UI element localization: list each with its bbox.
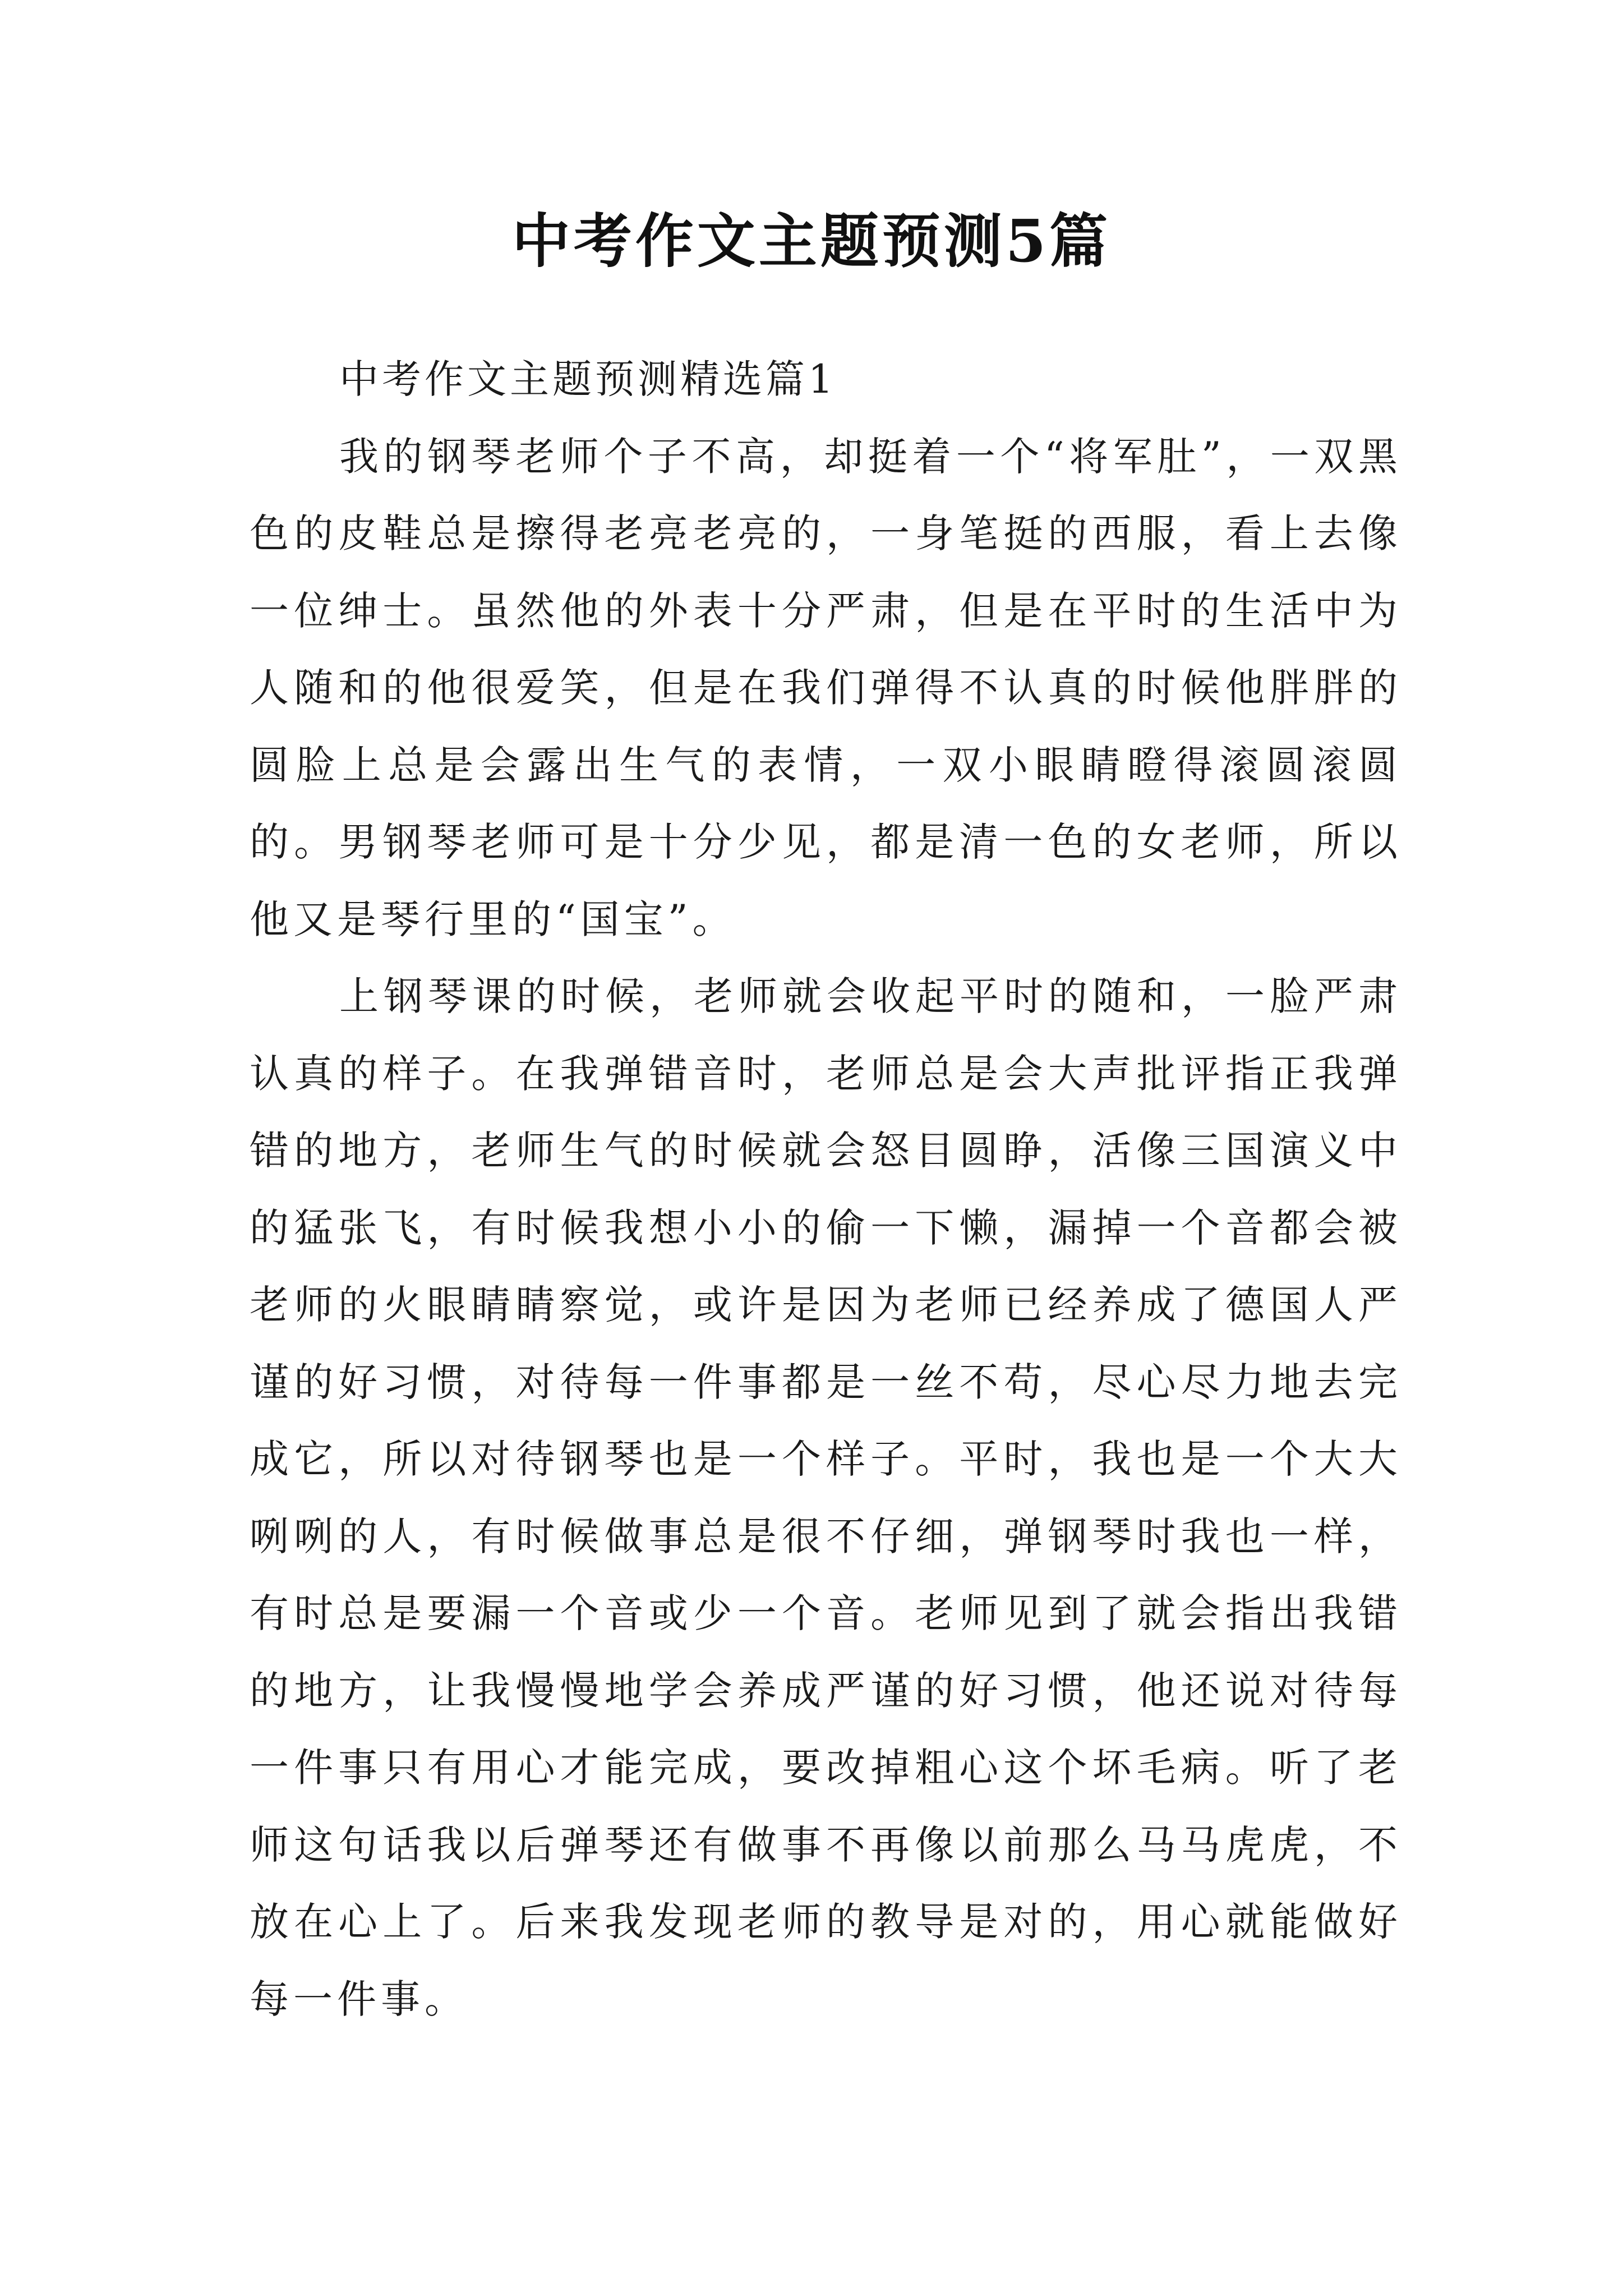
document-title: 中考作文主题预测5篇 [511,206,1112,275]
paragraph-1: 我的钢琴老师个子不高，却挺着一个“将军肚”，一双黑色的皮鞋总是擦得老亮老亮的，一身笔挺的西服，看上去像一位绅士。虽然他的外表十分严肃，但是在平时的生活中为人随和的他很爱笑，但是在我们弹得不认真的时候他胖胖的圆脸上总是会露出生气的表情，一双小眼睛瞪得滚圆滚圆的。男钢琴老师可是十分少见，都是清一色的女老师，所以他又是琴行里的“国宝”。 [250,433,1402,942]
document-body [250,341,1402,2038]
section-heading: 中考作文主题预测精选篇1 [339,356,837,402]
paragraph-2: 上钢琴课的时候，老师就会收起平时的随和，一脸严肃认真的样子。在我弹错音时，老师总是会大声批评指正我弹错的地方，老师生气的时候就会怒目圆睁，活像三国演义中的猛张飞，有时候我想小小的偷一下懒，漏掉一个音都会被老师的火眼睛睛察觉，或许是因为老师已经养成了德国人严谨的好习惯，对待每一件事都是一丝不苟，尽心尽力地去完成它，所以对待钢琴也是一个样子。平时，我也是一个大大咧咧的人，有时候做事总是很不仔细，弹钢琴时我也一样，有时总是要漏一个音或少一个音。老师见到了就会指出我错的地方，让我慢慢地学会养成严谨的好习惯，他还说对待每一件事只有用心才能完成，要改掉粗心这个坏毛病。听了老师这句话我以后弹琴还有做事不再像以前那么马马虎虎，不放在心上了。后来我发现老师的教导是对的，用心就能做好每一件事。 [250,973,1402,2022]
